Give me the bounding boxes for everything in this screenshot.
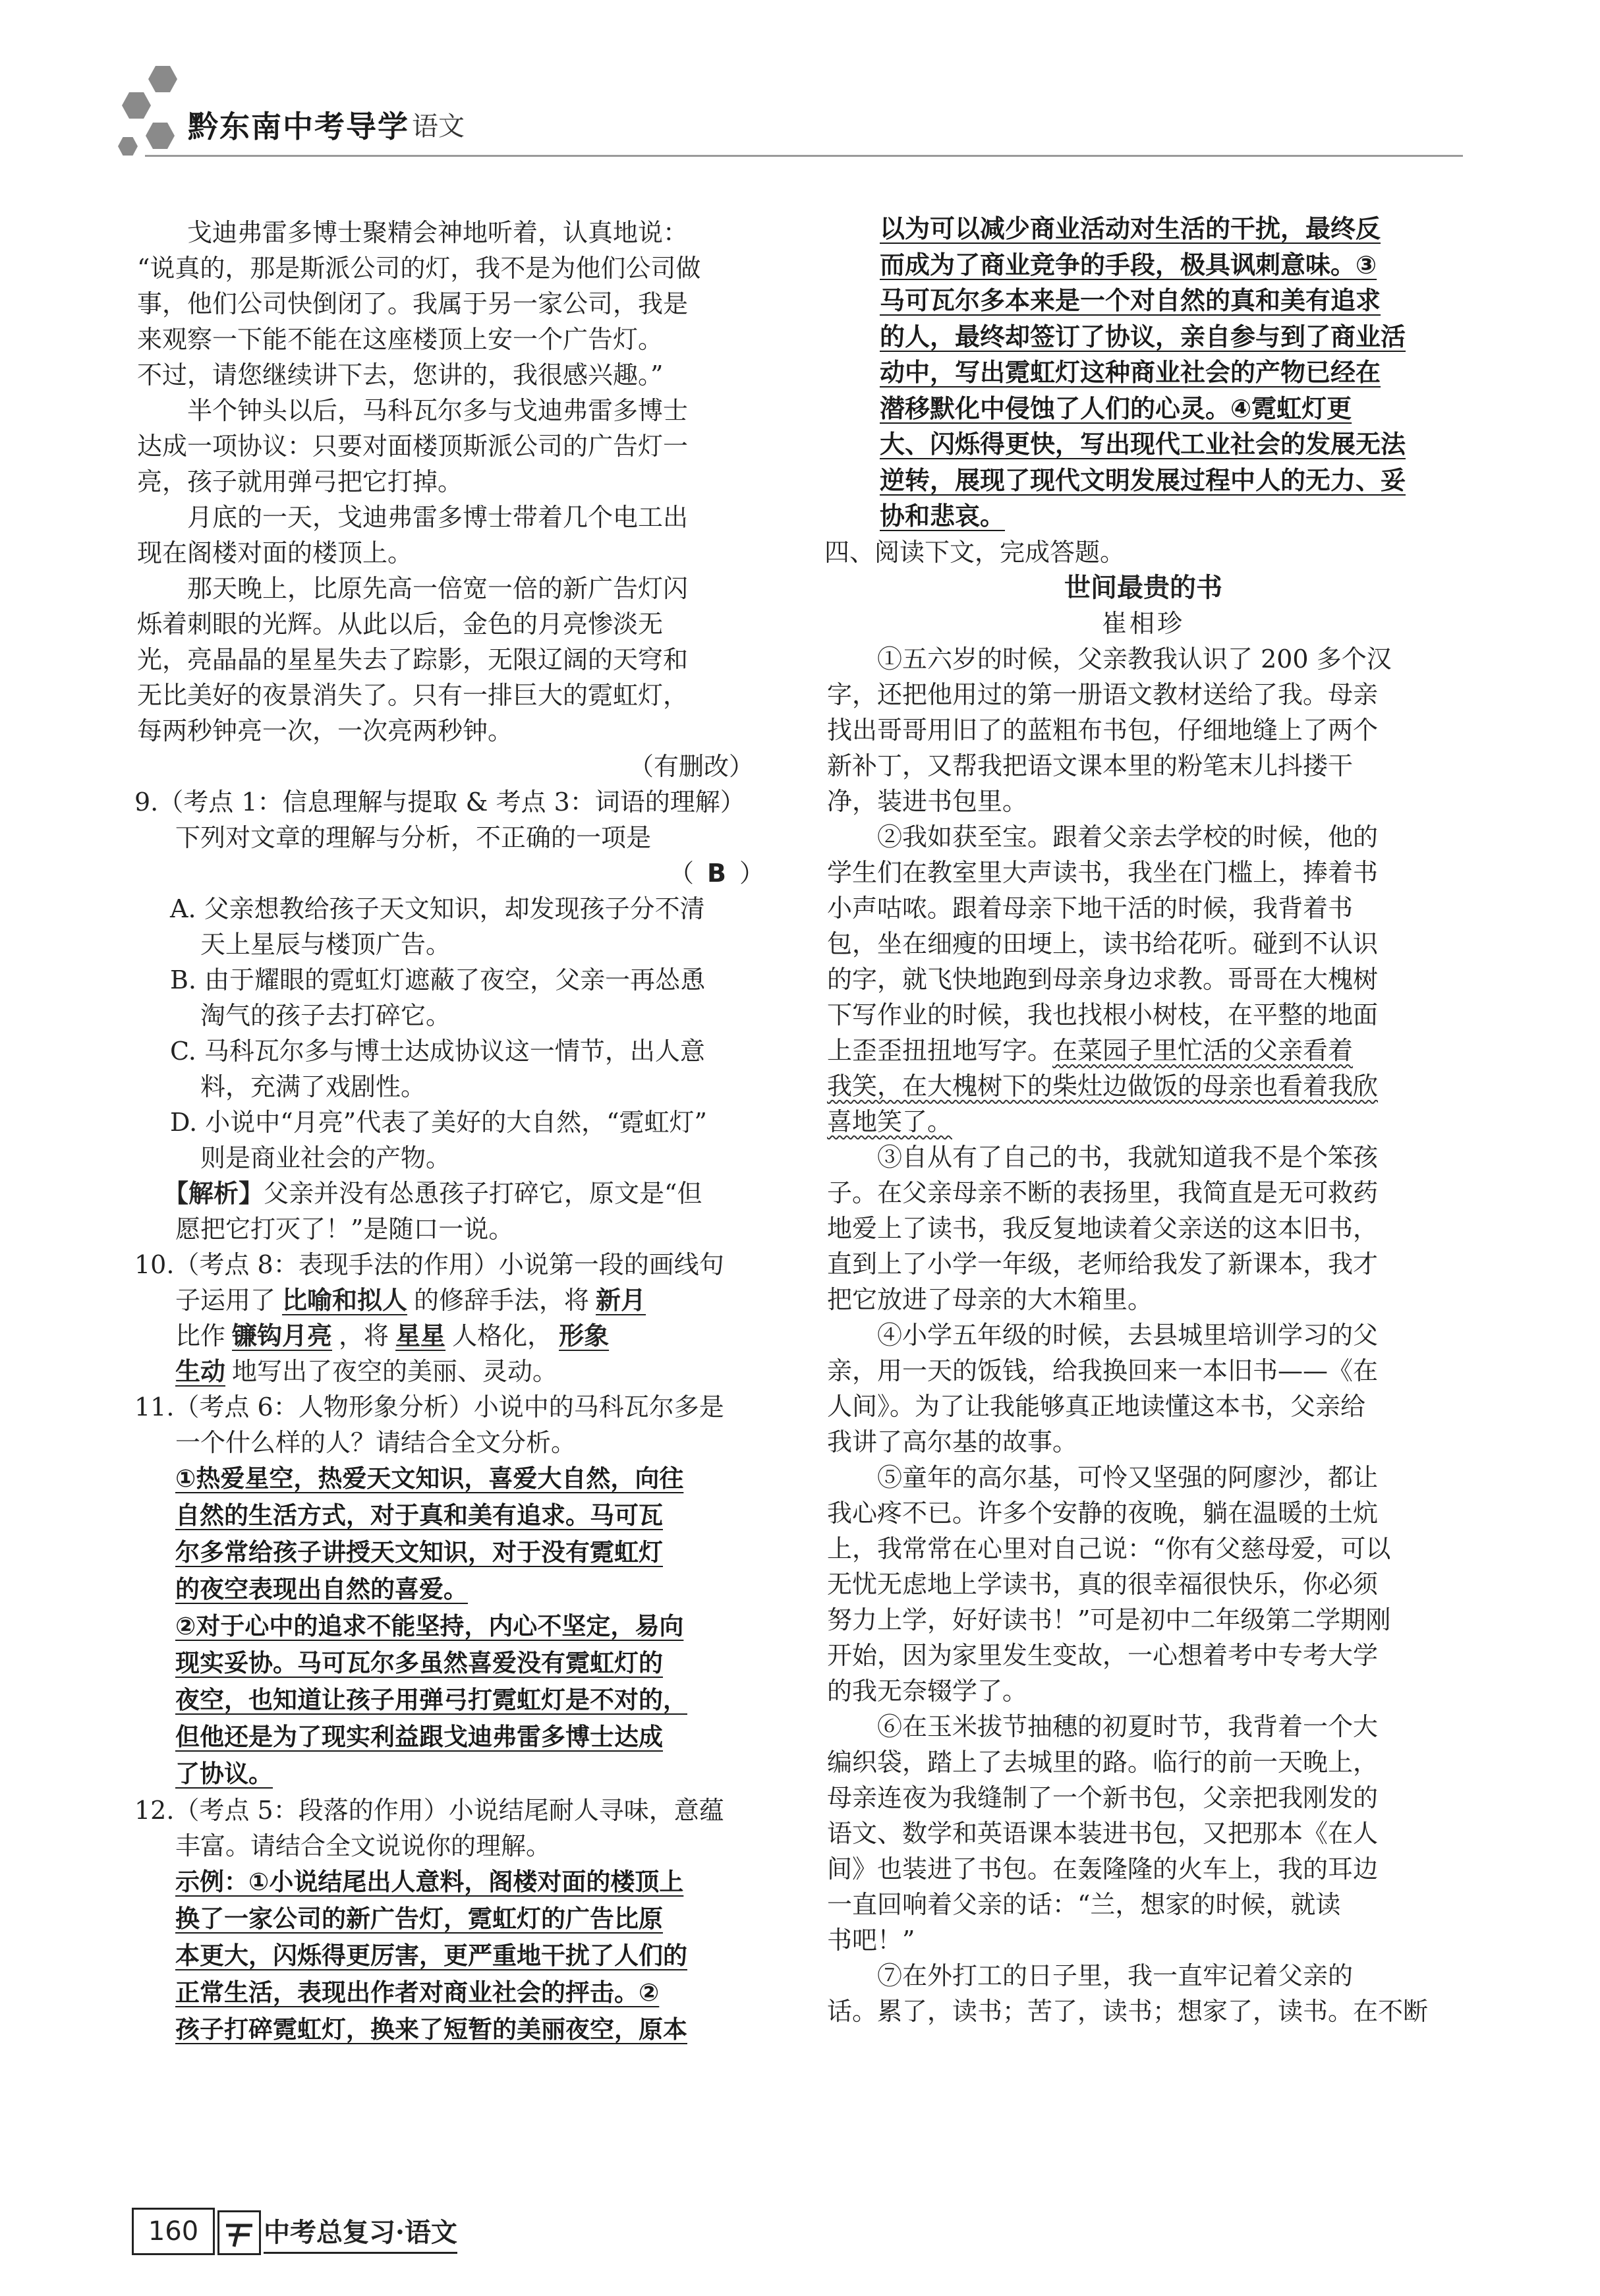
- text-line: 的字，就飞快地跑到母亲身边求教。哥哥在大槐树: [827, 964, 1379, 994]
- answer-line: 而成为了商业竞争的手段，极具讽刺意味。③: [880, 250, 1377, 279]
- text-line: 话。累了，读书；苦了，读书；想家了，读书。在不断: [827, 1996, 1429, 2026]
- answer-line: 正常生活，表现出作者对商业社会的抨击。②: [175, 1978, 660, 2007]
- story-paragraph-1: [137, 215, 771, 393]
- answer-bracket: [137, 855, 771, 891]
- text-line: 下写作业的时候，我也找根小树枝，在平整的地面: [827, 1000, 1379, 1029]
- header-divider: [145, 155, 1463, 157]
- text-line: 开始，因为家里发生变故，一心想着考中专考大学: [827, 1640, 1379, 1670]
- question-10-line: [137, 1282, 771, 1318]
- left-column: [134, 215, 771, 2048]
- text-line: ④小学五年级的时候，去县城里培训学习的父: [877, 1320, 1379, 1350]
- q12-answer-continued: [880, 211, 1460, 534]
- analysis-text: 父亲并没有怂恿孩子打碎它，原文是“但: [264, 1179, 702, 1208]
- book-series-title: 黔东南中考导学: [188, 109, 409, 144]
- question-11: [134, 1389, 771, 1793]
- source-note: （有删改）: [628, 752, 754, 781]
- underlined-sentence: 喜地笑了。: [827, 1106, 953, 1136]
- text-line: ①五六岁的时候，父亲教我认识了 200 多个汉: [877, 644, 1392, 674]
- text: ，将: [339, 1321, 389, 1350]
- option-a: A. 父亲想教给孩子天文知识，却发现孩子分不清: [170, 894, 705, 923]
- text-line: 月底的一天，戈迪弗雷多博士带着几个电工出: [187, 503, 689, 532]
- answer-line: 夜空，也知道让孩子用弹弓打霓虹灯是不对的，: [175, 1686, 687, 1714]
- option-d-cont: 则是商业社会的产物。: [200, 1143, 451, 1172]
- question-11-prompt: 一个什么样的人？请结合全文分析。: [175, 1428, 577, 1457]
- text-line: 净，装进书包里。: [827, 786, 1028, 816]
- question-10: [134, 1247, 771, 1389]
- article-title: 世间最贵的书: [1064, 572, 1222, 603]
- text-line: 烁着刺眼的光辉。从此以后，金色的月亮惨淡无: [137, 610, 664, 639]
- right-column: [824, 211, 1460, 2029]
- text-line: 那天晚上，比原先高一倍宽一倍的新广告灯闪: [187, 574, 689, 603]
- article-paragraph-1: [827, 641, 1460, 819]
- hexagon-decoration-icon: [122, 92, 151, 119]
- text-line: 每两秒钟亮一次，一次亮两秒钟。: [137, 716, 513, 745]
- bracket-open: （: [669, 859, 695, 888]
- answer-line: 孩子打碎霓虹灯，换来了短暂的美丽夜空，原本: [175, 2015, 687, 2044]
- story-paragraph-4: [137, 571, 771, 749]
- answer-blank: 比喻和拟人: [282, 1286, 408, 1315]
- text: 上歪歪扭扭地写字。: [827, 1035, 1053, 1065]
- answer-choice: B: [707, 859, 726, 888]
- question-9-stem: 9.（考点 1：信息理解与提取 & 考点 3：词语的理解）: [134, 788, 745, 817]
- text-line: 亮，孩子就用弹弓把它打掉。: [137, 467, 463, 496]
- question-11-stem: 11.（考点 6：人物形象分析）小说中的马科瓦尔多是: [134, 1392, 724, 1421]
- option-d: D. 小说中“月亮”代表了美好的大自然，“霓虹灯”: [170, 1108, 707, 1137]
- answer-line: 但他还是为了现实利益跟戈迪弗雷多博士达成: [175, 1723, 663, 1751]
- text-line: 语文、数学和英语课本装进书包，又把那本《在人: [827, 1818, 1379, 1848]
- answer-line: 大、闪烁得更快，写出现代工业社会的发展无法: [880, 430, 1406, 459]
- question-10-line: [137, 1318, 771, 1354]
- answer-line: ①热爱星空，热爱天文知识，喜爱大自然，向往: [175, 1464, 684, 1493]
- answer-line: ②对于心中的追求不能坚持，内心不坚定，易向: [175, 1612, 684, 1640]
- story-paragraph-3: [137, 500, 771, 571]
- answer-line: 的夜空表现出自然的喜爱。: [175, 1575, 468, 1603]
- article-paragraph-4: [827, 1317, 1460, 1460]
- text-line: 努力上学，好好读书！”可是初中二年级第二学期刚: [827, 1605, 1391, 1634]
- answer-line: 的人，最终却签订了协议，亲自参与到了商业活: [880, 322, 1406, 351]
- subject-label: 语文: [412, 111, 465, 142]
- option-b: B. 由于耀眼的霓虹灯遮蔽了夜空，父亲一再怂恿: [170, 965, 706, 994]
- text-line: 编织袋，踏上了去城里的路。临行的前一天晚上，: [827, 1747, 1379, 1777]
- underlined-sentence: 在菜园子里忙活的父亲看着: [1052, 1035, 1354, 1065]
- text-line: 无比美好的夜景消失了。只有一排巨大的霓虹灯，: [137, 681, 689, 710]
- article-paragraph-7: [827, 1958, 1460, 2029]
- page-number: 160: [132, 2208, 215, 2255]
- text-line: 小声咕哝。跟着母亲下地干活的时候，我背着书: [827, 893, 1354, 923]
- answer-blank: 镰钩月亮: [232, 1321, 333, 1350]
- text-line: 地爱上了读书，我反复地读着父亲送的这本旧书，: [827, 1213, 1379, 1243]
- question-9: [134, 784, 771, 1247]
- question-10-line: [137, 1354, 771, 1389]
- text-line: 母亲连夜为我缝制了一个新书包，父亲把我刚发的: [827, 1783, 1379, 1812]
- answer-line: 逆转，展现了现代文明发展过程中人的无力、妥: [880, 465, 1406, 495]
- text-line: 戈迪弗雷多博士聚精会神地听着，认真地说：: [187, 218, 689, 247]
- text-line: 直到上了小学一年级，老师给我发了新课本，我才: [827, 1249, 1379, 1278]
- text-line: 光，亮晶晶的星星失去了踪影，无限辽阔的天穹和: [137, 645, 689, 674]
- text-line: 我讲了高尔基的故事。: [827, 1427, 1078, 1456]
- text-line: 半个钟头以后，马科瓦尔多与戈迪弗雷多博士: [187, 396, 689, 425]
- page-header: [122, 66, 781, 152]
- question-12-prompt: 丰富。请结合全文说说你的理解。: [175, 1831, 552, 1860]
- text-line: 把它放进了母亲的大木箱里。: [827, 1284, 1153, 1314]
- text-line: 现在阁楼对面的楼顶上。: [137, 538, 413, 567]
- analysis-cont: 愿把它打灭了！”是随口一说。: [175, 1215, 514, 1244]
- text-line: 字，还把他用过的第一册语文教材送给了我。母亲: [827, 679, 1379, 709]
- text-line: 达成一项协议：只要对面楼顶斯派公司的广告灯一: [137, 432, 689, 461]
- article-paragraph-3: [827, 1139, 1460, 1317]
- text-line: ⑦在外打工的日子里，我一直牢记着父亲的: [877, 1961, 1354, 1990]
- option-b-cont: 淘气的孩子去打碎它。: [200, 1001, 451, 1030]
- answer-line: 了协议。: [175, 1760, 273, 1788]
- text-line: 学生们在教室里大声读书，我坐在门槛上，捧着书: [827, 857, 1379, 887]
- answer-line: 示例：①小说结尾出人意料，阁楼对面的楼顶上: [175, 1868, 684, 1896]
- article-paragraph-2: [827, 819, 1460, 1139]
- question-9-prompt: [137, 820, 771, 855]
- answer-line: 协和悲哀。: [880, 502, 1006, 531]
- article-paragraph-6: [827, 1709, 1460, 1958]
- text-line: 间》也装进了书包。在轰隆隆的火车上，我的耳边: [827, 1854, 1379, 1883]
- answer-line: 现实妥协。马可瓦尔多虽然喜爱没有霓虹灯的: [175, 1649, 663, 1677]
- answer-blank: 形象: [559, 1321, 610, 1350]
- text: 子运用了: [175, 1286, 276, 1315]
- section-heading: 四、阅读下文，完成答题。: [824, 537, 1126, 567]
- question-10-stem: 10.（考点 8：表现手法的作用）小说第一段的画线句: [134, 1250, 724, 1279]
- text: 的修辞手法，将: [414, 1286, 590, 1315]
- text-line: ⑤童年的高尔基，可怜又坚强的阿廖沙，都让: [877, 1462, 1379, 1492]
- text-line: 书吧！”: [827, 1925, 915, 1955]
- answer-line: 马可瓦尔多本来是一个对自然的真和美有追求: [880, 286, 1381, 315]
- option-c: C. 马科瓦尔多与博士达成协议这一情节，出人意: [170, 1037, 705, 1066]
- hexagon-decoration-icon: [146, 123, 175, 149]
- answer-line: 尔多常给孩子讲授天文知识，对于没有霓虹灯: [175, 1538, 663, 1566]
- article-author: 崔相珍: [1101, 608, 1185, 638]
- question-9-prompt-text: 下列对文章的理解与分析，不正确的一项是: [175, 823, 652, 852]
- text-line: ③自从有了自己的书，我就知道我不是个笨孩: [877, 1142, 1379, 1172]
- text-line: 包，坐在细瘦的田埂上，读书给花听。碰到不认识: [827, 929, 1379, 958]
- answer-line: 本更大，闪烁得更厉害，更严重地干扰了人们的: [175, 1941, 687, 1970]
- text-line: 新补丁，又帮我把语文课本里的粉笔末儿抖搂干: [827, 751, 1354, 780]
- article-paragraph-5: [827, 1460, 1460, 1709]
- text-line: 上，我常常在心里对自己说：“你有父慈母爱，可以: [827, 1534, 1391, 1563]
- analysis-tag: 【解析】: [163, 1179, 264, 1208]
- text-line: 找出哥哥用旧了的蓝粗布书包，仔细地缝上了两个: [827, 715, 1379, 745]
- text-line: 无忧无虑地上学读书，真的很幸福很快乐，你必须: [827, 1569, 1379, 1599]
- text-line: 人间》。为了让我能够真正地读懂这本书，父亲给: [827, 1391, 1366, 1421]
- text: 地写出了夜空的美丽、灵动。: [232, 1357, 558, 1386]
- footer-book-title: 中考总复习·语文: [264, 2212, 457, 2254]
- text-line: 来观察一下能不能在这座楼顶上安一个广告灯。: [137, 325, 664, 354]
- text: 人格化，: [452, 1321, 553, 1350]
- story-paragraph-2: [137, 393, 771, 500]
- text-line: 事，他们公司快倒闭了。我属于另一家公司，我是: [137, 289, 689, 318]
- answer-line: 以为可以减少商业活动对生活的干扰，最终反: [880, 214, 1381, 243]
- text-line: ⑥在玉米拔节抽穗的初夏时节，我背着一个大: [877, 1711, 1379, 1741]
- text-line: 亲，用一天的饭钱，给我换回来一本旧书——《在: [827, 1356, 1379, 1385]
- answer-blank: 星星: [395, 1321, 446, 1350]
- answer-blank: 生动: [175, 1357, 226, 1386]
- analysis: [137, 1176, 771, 1211]
- text-line: 一直回响着父亲的话：“兰，想家的时候，就读: [827, 1889, 1341, 1919]
- book-logo-icon: [217, 2210, 261, 2255]
- text-line: 不过，请您继续讲下去，您讲的，我很感兴趣。”: [137, 360, 664, 389]
- question-12-stem: 12.（考点 5：段落的作用）小说结尾耐人寻味，意蕴: [134, 1796, 724, 1825]
- answer-line: 潜移默化中侵蚀了人们的心灵。④霓虹灯更: [880, 393, 1352, 423]
- text-line: 子。在父亲母亲不断的表扬里，我简直是无可救药: [827, 1178, 1379, 1207]
- answer-line: 自然的生活方式，对于真和美有追求。马可瓦: [175, 1501, 663, 1530]
- text-line: [827, 1033, 1460, 1068]
- text-line: [827, 1104, 1460, 1139]
- option-c-cont: 料，充满了戏剧性。: [200, 1072, 426, 1101]
- answer-line: 动中，写出霓虹灯这种商业社会的产物已经在: [880, 358, 1381, 387]
- bracket-close: ）: [739, 859, 764, 888]
- answer-blank: 新月: [596, 1286, 646, 1315]
- hexagon-decoration-icon: [118, 137, 138, 156]
- option-a-cont: 天上星辰与楼顶广告。: [200, 930, 451, 959]
- text: 比作: [175, 1321, 226, 1350]
- text-line: “说真的，那是斯派公司的灯，我不是为他们公司做: [137, 254, 701, 283]
- text-line: 我心疼不已。许多个安静的夜晚，躺在温暖的土炕: [827, 1498, 1379, 1528]
- answer-line: 换了一家公司的新广告灯，霓虹灯的广告比原: [175, 1905, 663, 1933]
- underlined-sentence: 我笑，在大槐树下的柴灶边做饭的母亲也看着我欣: [827, 1071, 1379, 1101]
- text-line: 的我无奈辍学了。: [827, 1676, 1028, 1706]
- text-line: ②我如获至宝。跟着父亲去学校的时候，他的: [877, 822, 1379, 851]
- question-12: [134, 1793, 771, 2048]
- hexagon-decoration-icon: [148, 66, 177, 92]
